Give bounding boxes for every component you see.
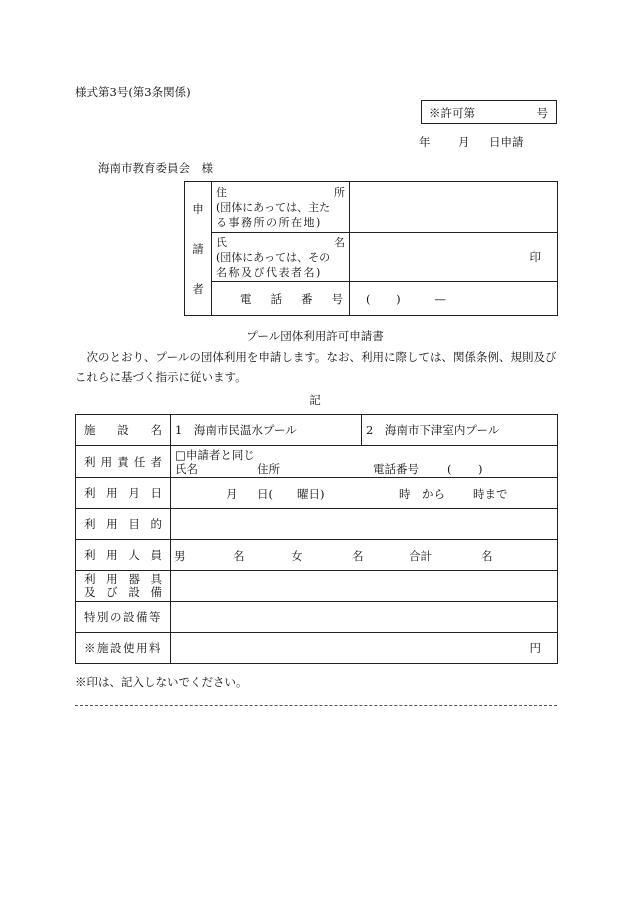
- addressee: 海南市教育委員会 様: [98, 161, 213, 175]
- phone-label: 電 話 番 号: [212, 282, 350, 316]
- form-title: プール団体利用許可申請書: [246, 329, 384, 343]
- resp-paren-close: ): [478, 461, 483, 476]
- address-field[interactable]: [350, 182, 558, 233]
- permit-label: ※許可第: [429, 106, 475, 120]
- responsible-label: 利 用 責 任 者: [76, 446, 171, 478]
- special-label: 特別の設備等: [76, 602, 171, 633]
- fee-unit: 円: [529, 641, 541, 655]
- name-label: 氏 名 (団体にあっては、その 名称及び代表者名): [212, 233, 350, 282]
- facility-option-2[interactable]: 2 海南市下津室内プール: [362, 415, 558, 446]
- resp-address-label: 住所: [257, 461, 280, 476]
- equipment-field[interactable]: [171, 571, 558, 602]
- fee-label: ※施設使用料: [76, 633, 171, 664]
- special-field[interactable]: [171, 602, 558, 633]
- footnote: ※印は、記入しないでください。: [75, 675, 248, 689]
- side-char: 者: [192, 281, 204, 296]
- resp-phone-label: 電話番号: [373, 461, 419, 476]
- purpose-field[interactable]: [171, 509, 558, 540]
- responsible-field[interactable]: [171, 446, 558, 478]
- date-day: 日申請: [489, 135, 524, 149]
- date-year: 年: [419, 135, 431, 149]
- usage-table: [75, 414, 558, 664]
- resp-name-label: 氏名: [175, 461, 198, 476]
- permit-number-box: [421, 100, 557, 124]
- phone-field[interactable]: ( ) —: [350, 282, 558, 316]
- purpose-label: 利 用 目 的: [76, 509, 171, 540]
- people-label: 利 用 人 員: [76, 540, 171, 571]
- same-as-applicant-checkbox[interactable]: □申請者と同じ: [175, 447, 255, 462]
- intro-text: 次のとおり、プールの団体利用を申請します。なお、利用に際しては、関係条例、規則及びこれらに基づく指示に従います。: [75, 350, 557, 384]
- fee-field[interactable]: [171, 633, 558, 664]
- date-month: 月: [458, 135, 470, 149]
- ki-label: 記: [309, 393, 321, 407]
- date-label: 利 用 月 日: [76, 478, 171, 509]
- form-number: 様式第3号(第3条関係): [75, 85, 191, 99]
- side-char: 請: [192, 241, 204, 256]
- applicant-side-label: [185, 182, 212, 316]
- facility-label: 施 設 名: [76, 415, 171, 446]
- facility-option-1[interactable]: 1 海南市民温水プール: [171, 415, 362, 446]
- cut-line: [75, 705, 557, 706]
- seal-mark: 印: [529, 250, 541, 264]
- people-field[interactable]: 男 名 女 名 合計 名: [171, 540, 558, 571]
- resp-paren-open: (: [447, 461, 452, 476]
- applicant-table: [184, 181, 558, 316]
- equipment-label: 利 用 器 具 及 び 設 備: [76, 571, 171, 602]
- side-char: 申: [192, 201, 204, 216]
- address-label: 住 所 (団体にあっては、主た る事務所の所在地): [212, 182, 350, 233]
- date-field[interactable]: 月 日( 曜日) 時 から 時まで: [171, 478, 558, 509]
- permit-suffix: 号: [536, 106, 548, 120]
- name-field[interactable]: [350, 233, 558, 282]
